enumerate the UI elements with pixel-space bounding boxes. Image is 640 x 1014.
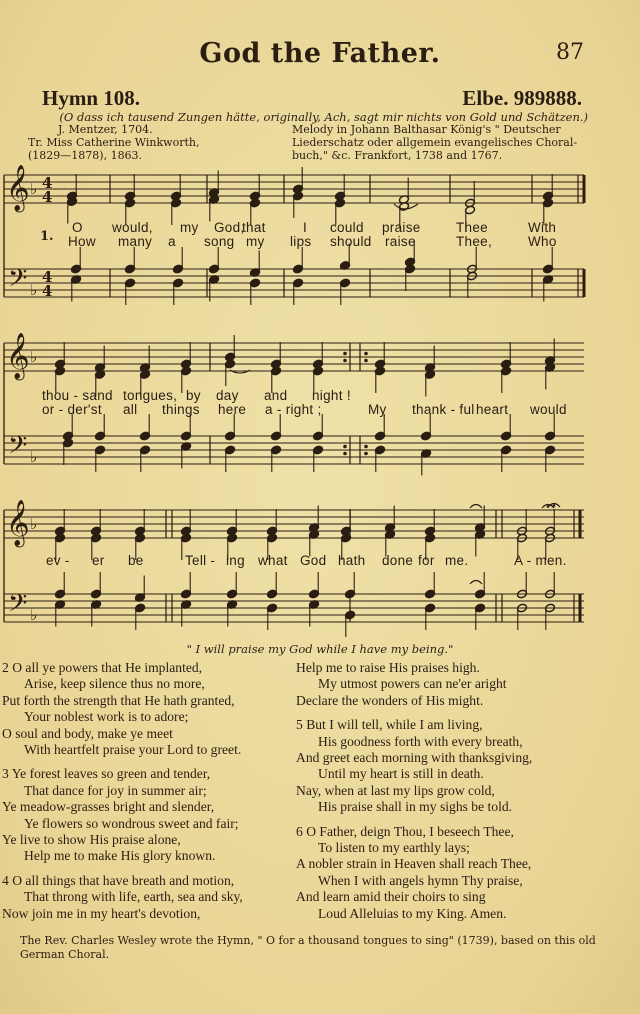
lyric-syllable: night ! (312, 388, 351, 403)
treble-clef: 𝄞 (6, 165, 30, 211)
stanza-line: Nay, when at last my lips grow cold, (296, 782, 495, 798)
verse-number: 1. (40, 229, 54, 244)
lyric-syllable: many (118, 234, 153, 249)
repeat-dot (343, 352, 347, 356)
flat-sign: ♭ (30, 448, 38, 466)
time-signature: 4 (42, 174, 53, 192)
scripture-quote: " I will praise my God while I have my being." (186, 642, 454, 656)
lyric-syllable: God (300, 553, 327, 568)
repeat-dot (364, 452, 368, 456)
stanza-line: Put forth the strength that He hath granted, (2, 692, 235, 708)
repeat-dot (343, 359, 347, 363)
repeat-dot (364, 359, 368, 363)
stanzas-right-column (296, 660, 532, 930)
lyric-syllable: that (242, 220, 266, 235)
stanza-line: Ye meadow-grasses bright and slender, (2, 799, 215, 815)
treble-clef: 𝄞 (6, 333, 30, 379)
stanza-line: Help me to make His glory known. (24, 848, 216, 864)
author-credit: J. Mentzer, 1704. Tr. Miss Catherine Winkworth, (1829—1878), 1863. (28, 123, 200, 162)
stanza-line: Help me to raise His praises high. (296, 660, 480, 675)
bass-clef: 𝄢 (8, 589, 28, 624)
time-signature: 4 (42, 268, 53, 286)
stanzas-left-column (2, 660, 243, 930)
lyric-syllable: song (204, 234, 235, 249)
original-title: (O dass ich tausend Zungen hätte, originally, Ach, sagt mir nichts von Gold und Schätzen.) (59, 110, 588, 124)
stanza-line: A nobler strain in Heaven shall reach Thee, (296, 856, 532, 872)
stanza-line: That dance for joy in summer air; (24, 782, 207, 798)
stanza-line: My utmost powers can ne'er aright (318, 676, 507, 692)
lyric-syllable: tongues, (123, 388, 178, 403)
stanza-line: With heartfelt praise your Lord to greet. (24, 742, 242, 758)
bass-clef: 𝄢 (8, 431, 28, 466)
stanza-line: 4 O all things that have breath and motion, (2, 872, 235, 888)
repeat-dot (343, 452, 347, 456)
lyric-syllable: Who (528, 234, 557, 249)
lyric-syllable: what (258, 553, 288, 568)
hymn-number: Hymn 108. (42, 86, 141, 110)
melody-credit: Melody in Johann Balthasar König's " Deutscher Liederschatz oder allgemein evangelisches Choral- buch," &c. Frankfort, 1738 and 1767. (292, 123, 578, 162)
fermata (470, 505, 482, 509)
fermata (547, 505, 550, 508)
lyric-syllable: by (186, 388, 201, 403)
lyric-syllable: thank - ful (412, 402, 475, 417)
stanza (2, 873, 243, 922)
fermata (470, 581, 482, 585)
flat-sign: ♭ (30, 281, 38, 299)
stanza-line: Loud Alleluias to my King. Amen. (318, 905, 507, 921)
flat-sign: ♭ (30, 348, 38, 366)
flat-sign: ♭ (30, 180, 38, 198)
lyric-syllable: lips (290, 234, 312, 249)
lyric-syllable: How (68, 234, 96, 249)
stanza-line: And greet each morning with thanksgiving, (296, 750, 533, 766)
stanza-line: 5 But I will tell, while I am living, (296, 717, 483, 733)
lyric-syllable: my (180, 220, 199, 235)
lyric-syllable: hath (338, 553, 366, 568)
stanza-line: Until my heart is still in death. (318, 766, 484, 782)
lyric-syllable: for (418, 553, 435, 568)
lyric-syllable: I (303, 220, 308, 235)
stanza (2, 660, 243, 758)
lyric-syllable: ing (226, 553, 245, 568)
lyric-syllable: thou - sand (42, 388, 113, 403)
page-number: 87 (556, 40, 584, 65)
lyric-syllable: A - men. (514, 553, 567, 568)
repeat-dot (364, 352, 368, 356)
flat-sign: ♭ (30, 515, 38, 533)
stanza (2, 766, 243, 864)
stanza-line: Your noblest work is to adore; (24, 709, 189, 725)
lyric-syllable: Thee (456, 220, 488, 235)
stanza-line: O soul and body, make ye meet (2, 725, 173, 741)
stanza-line: His goodness forth with every breath, (318, 733, 523, 749)
lyric-syllable: be (128, 553, 144, 568)
lyric-syllable: would (530, 402, 567, 417)
lyric-syllable: praise (382, 220, 421, 235)
lyric-syllable: O (72, 220, 83, 235)
stanza (296, 660, 532, 709)
stanza-line: 6 O Father, deign Thou, I beseech Thee, (296, 823, 514, 839)
stanza-line: Arise, keep silence thus no more, (24, 676, 205, 692)
stanza-line: 2 O all ye powers that He implanted, (2, 660, 203, 675)
bass-clef: 𝄢 (8, 264, 28, 299)
lyric-syllable: er (92, 553, 105, 568)
lyric-syllable: a - right ; (265, 402, 322, 417)
slur (394, 204, 418, 209)
time-signature: 4 (42, 188, 53, 206)
footnote: The Rev. Charles Wesley wrote the Hymn, " O for a thousand tongues to sing" (1739), based on this old German Choral. (20, 934, 596, 961)
time-signature: 4 (42, 282, 53, 300)
flat-sign: ♭ (30, 606, 38, 624)
stanza-line: Now join me in my heart's devotion, (2, 905, 201, 921)
lyric-syllable: should (330, 234, 372, 249)
lyric-syllable: here (218, 402, 247, 417)
repeat-dot (343, 445, 347, 449)
lyric-syllable: raise (385, 234, 416, 249)
stanza (296, 824, 532, 922)
stanza-line: That throng with life, earth, sea and sky, (24, 889, 243, 905)
lyric-syllable: things (162, 402, 200, 417)
lyric-syllable: would, (112, 220, 153, 235)
repeat-dot (364, 445, 368, 449)
lyric-syllable: day (216, 388, 239, 403)
lyric-syllable: With (528, 220, 557, 235)
lyric-syllable: My (368, 402, 387, 417)
tune-name: Elbe. 989888. (462, 86, 582, 110)
lyric-syllable: all (123, 402, 138, 417)
lyric-syllable: God, (214, 220, 245, 235)
lyric-syllable: my (246, 234, 265, 249)
lyric-syllable: heart (476, 402, 509, 417)
stanza-line: 3 Ye forest leaves so green and tender, (2, 766, 211, 782)
running-head: God the Father. (199, 38, 441, 69)
stanza (296, 717, 532, 815)
stanza-line: And learn amid their choirs to sing (296, 889, 486, 905)
lyric-syllable: done (382, 553, 414, 568)
stanza-line: Ye live to show His praise alone, (2, 832, 181, 848)
lyric-syllable: Tell - (185, 553, 216, 568)
stanza-line: Ye flowers so wondrous sweet and fair; (24, 815, 239, 831)
stanza-line: His praise shall in my sighs be told. (318, 799, 513, 815)
lyric-syllable: or - der'st (42, 402, 102, 417)
lyric-syllable: a (168, 234, 176, 249)
lyric-syllable: Thee, (456, 234, 493, 249)
stanza-line: Declare the wonders of His might. (296, 692, 484, 708)
lyric-syllable: and (264, 388, 288, 403)
lyric-syllable: ev - (46, 553, 70, 568)
lyric-syllable: me. (445, 553, 469, 568)
stanza-line: When I with angels hymn Thy praise, (318, 872, 523, 888)
treble-clef: 𝄞 (6, 500, 30, 546)
stanza-line: To listen to my earthly lays; (318, 840, 470, 856)
lyric-syllable: could (330, 220, 364, 235)
